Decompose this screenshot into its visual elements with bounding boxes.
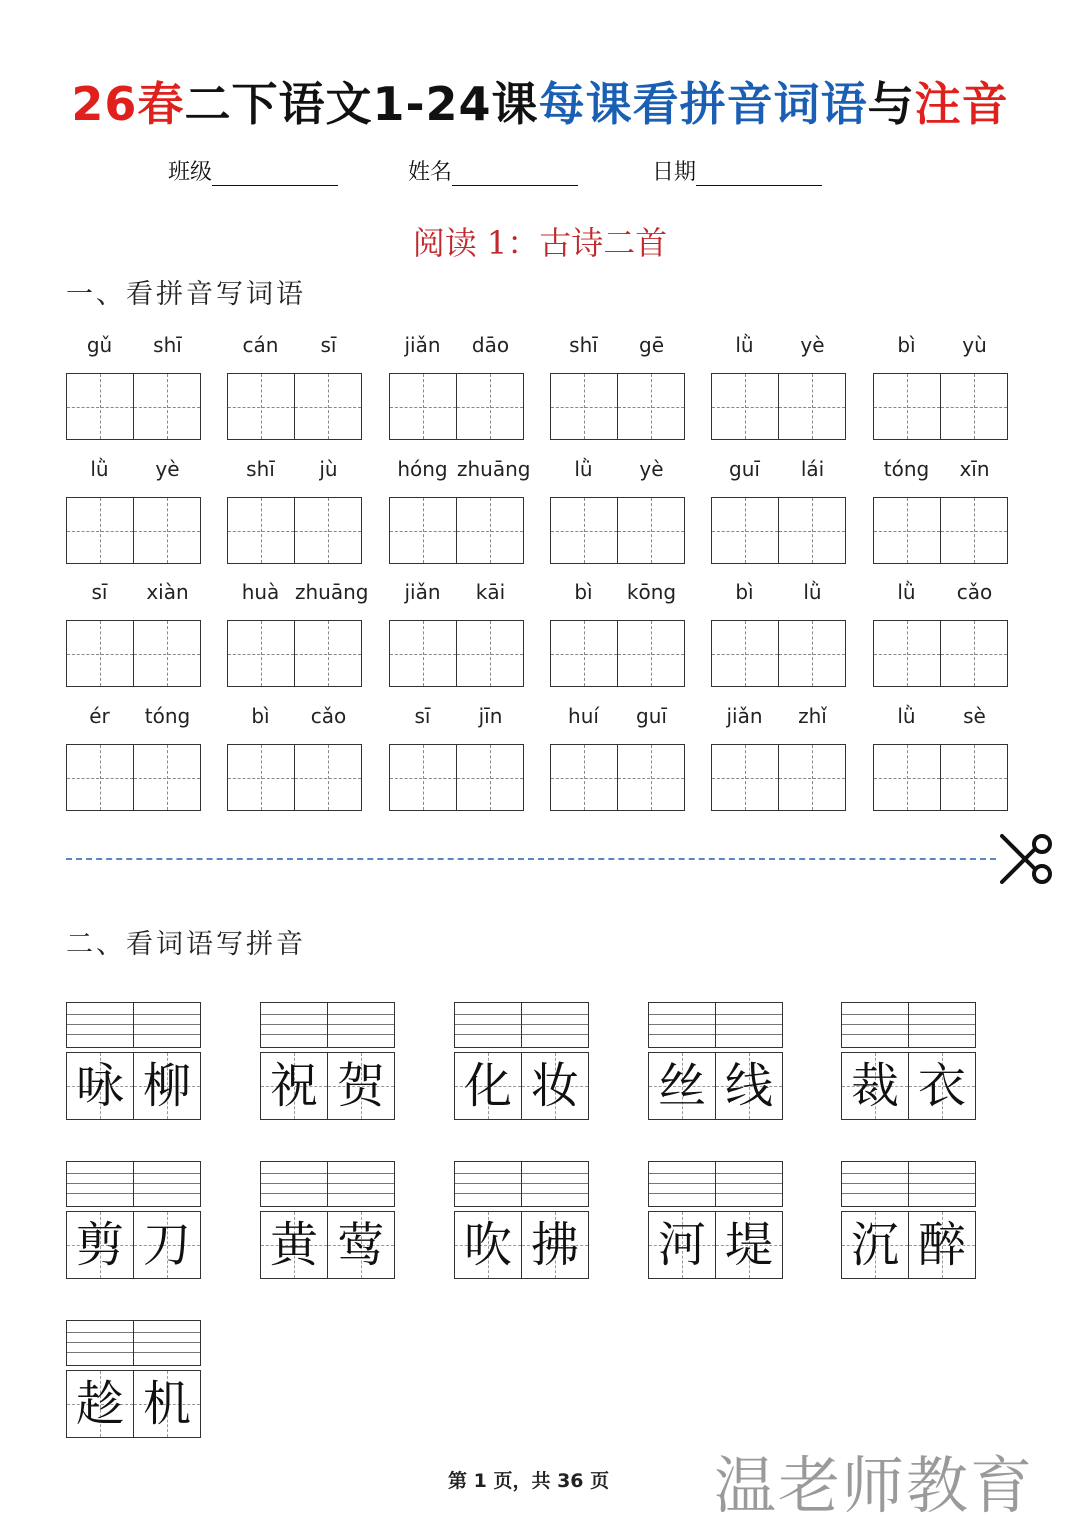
character-square: [67, 1212, 133, 1278]
pinyin-word-item: [711, 457, 846, 563]
character-square: [261, 1053, 327, 1119]
word-item: [841, 1161, 976, 1279]
character-square: [67, 1053, 133, 1119]
character-square: [649, 1053, 715, 1119]
pinyin-word-item: [550, 580, 685, 686]
writing-square[interactable]: [874, 374, 940, 439]
pinyin-answer-box[interactable]: [66, 1002, 201, 1048]
writing-square[interactable]: [228, 745, 294, 810]
page-title: [0, 72, 1080, 136]
writing-square[interactable]: [940, 374, 1007, 439]
tianzige-box[interactable]: [550, 497, 685, 564]
pinyin-syllable: zhuāng: [457, 457, 531, 481]
tianzige-box[interactable]: [227, 373, 362, 440]
chinese-character: 线: [724, 1058, 773, 1114]
word-item: [841, 1002, 976, 1120]
tianzige-box[interactable]: [550, 620, 685, 687]
writing-square[interactable]: [67, 498, 133, 563]
pinyin-syllable: lǜ: [897, 580, 916, 604]
character-box: [66, 1211, 201, 1279]
writing-square[interactable]: [617, 498, 684, 563]
writing-square[interactable]: [390, 621, 456, 686]
pinyin-syllable: sī: [320, 333, 337, 357]
tianzige-box[interactable]: [66, 620, 201, 687]
pinyin-lines[interactable]: [842, 1162, 908, 1206]
pinyin-word-item: [711, 704, 846, 810]
title-part-and: 与: [867, 77, 915, 131]
pinyin-lines[interactable]: [649, 1003, 715, 1047]
chinese-character: 河: [657, 1217, 706, 1273]
writing-square[interactable]: [294, 621, 361, 686]
chinese-character: 妆: [530, 1058, 579, 1114]
pinyin-lines[interactable]: [67, 1003, 133, 1047]
writing-square[interactable]: [294, 745, 361, 810]
writing-square[interactable]: [456, 621, 523, 686]
pinyin-syllable: tóng: [144, 704, 191, 728]
pinyin-answer-box[interactable]: [648, 1002, 783, 1048]
pinyin-syllable: dāo: [471, 333, 510, 357]
pinyin-syllable: tóng: [883, 457, 930, 481]
tianzige-box[interactable]: [66, 373, 201, 440]
pinyin-lines[interactable]: [521, 1162, 588, 1206]
name-label: 姓名: [408, 160, 453, 185]
chinese-character: 吹: [463, 1217, 512, 1273]
pinyin-word-item: [550, 333, 685, 439]
character-square: [649, 1212, 715, 1278]
tianzige-box[interactable]: [711, 620, 846, 687]
pinyin-answer-box[interactable]: [841, 1161, 976, 1207]
tianzige-box[interactable]: [550, 744, 685, 811]
pinyin-syllable: sī: [91, 580, 108, 604]
tianzige-box[interactable]: [389, 620, 524, 687]
pinyin-word-item: [66, 457, 201, 563]
pinyin-syllable: cán: [242, 333, 279, 357]
character-square: [521, 1053, 588, 1119]
pinyin-lines[interactable]: [133, 1003, 200, 1047]
pinyin-lines[interactable]: [715, 1003, 782, 1047]
pinyin-word-item: [66, 333, 201, 439]
class-field[interactable]: [168, 155, 338, 186]
pinyin-syllable: guī: [636, 704, 667, 728]
tianzige-box[interactable]: [711, 744, 846, 811]
pinyin-word-item: [873, 333, 1008, 439]
pinyin-answer-box[interactable]: [260, 1002, 395, 1048]
word-item: [260, 1002, 395, 1120]
pinyin-syllable: huà: [241, 580, 280, 604]
character-square: [842, 1212, 908, 1278]
pinyin-answer-box[interactable]: [841, 1002, 976, 1048]
writing-square[interactable]: [940, 745, 1007, 810]
pinyin-word-item: [711, 580, 846, 686]
writing-square[interactable]: [874, 745, 940, 810]
pinyin-syllable: guī: [729, 457, 760, 481]
pinyin-syllable: bì: [735, 580, 754, 604]
pinyin-syllable: gē: [639, 333, 664, 357]
pinyin-word-item: [389, 333, 524, 439]
tianzige-box[interactable]: [227, 497, 362, 564]
pinyin-syllable: zhǐ: [798, 704, 827, 728]
word-item: [454, 1161, 589, 1279]
chinese-character: 趁: [75, 1376, 124, 1432]
name-blank[interactable]: [452, 159, 578, 186]
chinese-character: 拂: [530, 1217, 579, 1273]
tianzige-box[interactable]: [873, 373, 1008, 440]
scissors-icon: [994, 828, 1056, 890]
writing-square[interactable]: [228, 621, 294, 686]
pinyin-syllable: xiàn: [146, 580, 189, 604]
pinyin-syllable: lǜ: [735, 333, 754, 357]
writing-square[interactable]: [940, 498, 1007, 563]
tianzige-box[interactable]: [873, 497, 1008, 564]
pinyin-answer-box[interactable]: [66, 1320, 201, 1366]
tianzige-box[interactable]: [389, 373, 524, 440]
writing-square[interactable]: [456, 374, 523, 439]
writing-square[interactable]: [940, 621, 1007, 686]
title-part-course: 二下语文1-24课: [184, 77, 539, 131]
writing-square[interactable]: [390, 498, 456, 563]
word-item: [66, 1320, 201, 1438]
writing-square[interactable]: [133, 374, 200, 439]
writing-square[interactable]: [294, 498, 361, 563]
word-item: [66, 1161, 201, 1279]
section-heading-words-to-pinyin: 二、看词语写拼音: [66, 929, 306, 960]
pinyin-lines[interactable]: [67, 1321, 133, 1365]
chinese-character: 衣: [917, 1058, 966, 1114]
pinyin-syllable: sī: [414, 704, 431, 728]
character-box: [648, 1052, 783, 1120]
pinyin-syllable: lǜ: [897, 704, 916, 728]
chinese-character: 莺: [336, 1217, 385, 1273]
character-square: [327, 1053, 394, 1119]
chinese-character: 咏: [75, 1058, 124, 1114]
pinyin-answer-box[interactable]: [454, 1002, 589, 1048]
pinyin-syllable: jiǎn: [726, 704, 763, 728]
student-info-row: [0, 155, 1080, 195]
chinese-character: 裁: [850, 1058, 899, 1114]
tianzige-box[interactable]: [66, 744, 201, 811]
pinyin-word-item: [227, 333, 362, 439]
pinyin-syllable: jīn: [478, 704, 503, 728]
chinese-character: 醉: [917, 1217, 966, 1273]
writing-square[interactable]: [133, 498, 200, 563]
pinyin-syllable: lǜ: [803, 580, 822, 604]
tianzige-box[interactable]: [389, 744, 524, 811]
pinyin-syllable: sè: [963, 704, 986, 728]
pinyin-lines[interactable]: [261, 1162, 327, 1206]
character-box: [260, 1211, 395, 1279]
chinese-character: 化: [463, 1058, 512, 1114]
pinyin-lines[interactable]: [649, 1162, 715, 1206]
pinyin-syllable: bì: [574, 580, 593, 604]
tianzige-box[interactable]: [66, 497, 201, 564]
pinyin-answer-box[interactable]: [454, 1161, 589, 1207]
chinese-character: 堤: [724, 1217, 773, 1273]
pinyin-syllable: yè: [155, 457, 180, 481]
tianzige-box[interactable]: [873, 620, 1008, 687]
character-box: [841, 1211, 976, 1279]
character-box: [260, 1052, 395, 1120]
writing-square[interactable]: [294, 374, 361, 439]
word-item: [648, 1002, 783, 1120]
pinyin-syllable: jiǎn: [404, 333, 441, 357]
writing-square[interactable]: [551, 374, 617, 439]
cut-line: [66, 858, 996, 860]
writing-square[interactable]: [778, 374, 845, 439]
tianzige-box[interactable]: [550, 373, 685, 440]
lesson-title: 阅读 1：古诗二首: [412, 224, 668, 262]
chinese-character: 贺: [336, 1058, 385, 1114]
chinese-character: 剪: [75, 1217, 124, 1273]
pinyin-word-item: [227, 704, 362, 810]
pinyin-syllable: shī: [153, 333, 182, 357]
name-field[interactable]: [408, 155, 578, 186]
pinyin-syllable: hóng: [397, 457, 448, 481]
pinyin-word-item: [711, 333, 846, 439]
character-box: [66, 1370, 201, 1438]
word-item: [66, 1002, 201, 1120]
pinyin-word-item: [227, 457, 362, 563]
pinyin-lines[interactable]: [455, 1162, 521, 1206]
character-square: [715, 1212, 782, 1278]
pinyin-lines[interactable]: [455, 1003, 521, 1047]
pinyin-word-item: [550, 457, 685, 563]
pinyin-syllable: huí: [568, 704, 599, 728]
writing-square[interactable]: [551, 621, 617, 686]
character-square: [842, 1053, 908, 1119]
pinyin-syllable: lǜ: [90, 457, 109, 481]
writing-square[interactable]: [133, 745, 200, 810]
character-square: [133, 1212, 200, 1278]
writing-square[interactable]: [228, 374, 294, 439]
pinyin-lines[interactable]: [842, 1003, 908, 1047]
writing-square[interactable]: [778, 498, 845, 563]
pinyin-answer-box[interactable]: [260, 1161, 395, 1207]
writing-square[interactable]: [778, 745, 845, 810]
pinyin-syllable: yè: [800, 333, 825, 357]
title-part-pinyin: 每课看拼音词语: [538, 77, 868, 131]
character-box: [454, 1052, 589, 1120]
date-blank[interactable]: [696, 159, 822, 186]
pinyin-syllable: xīn: [959, 457, 990, 481]
character-square: [715, 1053, 782, 1119]
pinyin-word-item: [550, 704, 685, 810]
pinyin-word-item: [873, 704, 1008, 810]
writing-square[interactable]: [617, 745, 684, 810]
writing-square[interactable]: [67, 745, 133, 810]
writing-square[interactable]: [617, 374, 684, 439]
character-square: [908, 1212, 975, 1278]
pinyin-lines[interactable]: [133, 1162, 200, 1206]
writing-square[interactable]: [551, 498, 617, 563]
pinyin-word-item: [873, 457, 1008, 563]
tianzige-box[interactable]: [873, 744, 1008, 811]
pinyin-syllable: lái: [800, 457, 825, 481]
tianzige-box[interactable]: [711, 497, 846, 564]
character-square: [261, 1212, 327, 1278]
pinyin-lines[interactable]: [327, 1003, 394, 1047]
chinese-character: 祝: [269, 1058, 318, 1114]
chinese-character: 机: [142, 1376, 191, 1432]
writing-square[interactable]: [133, 621, 200, 686]
title-part-grade: 26春: [71, 77, 185, 131]
writing-square[interactable]: [617, 621, 684, 686]
pinyin-lines[interactable]: [327, 1162, 394, 1206]
writing-square[interactable]: [874, 621, 940, 686]
pinyin-syllable: cǎo: [956, 580, 993, 604]
pinyin-word-item: [66, 704, 201, 810]
writing-square[interactable]: [390, 745, 456, 810]
pinyin-syllable: jiǎn: [404, 580, 441, 604]
pinyin-lines[interactable]: [261, 1003, 327, 1047]
pinyin-syllable: shī: [246, 457, 275, 481]
writing-square[interactable]: [228, 498, 294, 563]
tianzige-box[interactable]: [227, 620, 362, 687]
pinyin-lines[interactable]: [133, 1321, 200, 1365]
class-label: 班级: [168, 160, 213, 185]
title-part-zhuyin: 注音: [914, 77, 1009, 131]
pinyin-syllable: jù: [319, 457, 338, 481]
pinyin-lines[interactable]: [908, 1162, 975, 1206]
date-field[interactable]: [652, 155, 822, 186]
character-square: [67, 1371, 133, 1437]
pinyin-syllable: lǜ: [574, 457, 593, 481]
pinyin-syllable: bì: [251, 704, 270, 728]
pinyin-syllable: gǔ: [86, 333, 113, 357]
tianzige-box[interactable]: [227, 744, 362, 811]
pinyin-syllable: zhuāng: [295, 580, 369, 604]
pinyin-syllable: shī: [569, 333, 598, 357]
pinyin-lines[interactable]: [521, 1003, 588, 1047]
pinyin-word-item: [389, 704, 524, 810]
page-number: 第 1 页，共 36 页: [448, 1470, 610, 1492]
pinyin-syllable: bì: [897, 333, 916, 357]
pinyin-word-item: [873, 580, 1008, 686]
writing-square[interactable]: [778, 621, 845, 686]
word-item: [260, 1161, 395, 1279]
writing-square[interactable]: [712, 374, 778, 439]
pinyin-syllable: yù: [962, 333, 987, 357]
chinese-character: 沉: [850, 1217, 899, 1273]
pinyin-word-item: [66, 580, 201, 686]
character-box: [454, 1211, 589, 1279]
pinyin-answer-box[interactable]: [66, 1161, 201, 1207]
character-square: [455, 1053, 521, 1119]
writing-square[interactable]: [712, 621, 778, 686]
pinyin-lines[interactable]: [715, 1162, 782, 1206]
character-square: [327, 1212, 394, 1278]
chinese-character: 柳: [142, 1058, 191, 1114]
pinyin-lines[interactable]: [908, 1003, 975, 1047]
character-square: [908, 1053, 975, 1119]
writing-square[interactable]: [67, 374, 133, 439]
writing-square[interactable]: [456, 498, 523, 563]
pinyin-syllable: cǎo: [310, 704, 347, 728]
pinyin-syllable: kōng: [626, 580, 677, 604]
pinyin-lines[interactable]: [67, 1162, 133, 1206]
watermark: 温老师教育: [714, 1449, 1035, 1522]
pinyin-word-item: [389, 457, 531, 563]
writing-square[interactable]: [390, 374, 456, 439]
date-label: 日期: [652, 160, 697, 185]
pinyin-word-item: [389, 580, 524, 686]
chinese-character: 黄: [269, 1217, 318, 1273]
character-square: [521, 1212, 588, 1278]
writing-square[interactable]: [712, 745, 778, 810]
writing-square[interactable]: [456, 745, 523, 810]
chinese-character: 丝: [657, 1058, 706, 1114]
section-heading-pinyin-to-words: 一、看拼音写词语: [66, 279, 306, 310]
pinyin-word-item: [227, 580, 369, 686]
character-box: [648, 1211, 783, 1279]
chinese-character: 刀: [142, 1217, 191, 1273]
pinyin-syllable: kāi: [475, 580, 506, 604]
character-square: [133, 1371, 200, 1437]
writing-square[interactable]: [874, 498, 940, 563]
character-square: [455, 1212, 521, 1278]
character-box: [841, 1052, 976, 1120]
tianzige-box[interactable]: [711, 373, 846, 440]
pinyin-syllable: yè: [639, 457, 664, 481]
word-item: [648, 1161, 783, 1279]
word-item: [454, 1002, 589, 1120]
pinyin-syllable: ér: [89, 704, 110, 728]
character-box: [66, 1052, 201, 1120]
writing-square[interactable]: [712, 498, 778, 563]
class-blank[interactable]: [212, 159, 338, 186]
pinyin-answer-box[interactable]: [648, 1161, 783, 1207]
character-square: [133, 1053, 200, 1119]
writing-square[interactable]: [67, 621, 133, 686]
writing-square[interactable]: [551, 745, 617, 810]
tianzige-box[interactable]: [389, 497, 524, 564]
